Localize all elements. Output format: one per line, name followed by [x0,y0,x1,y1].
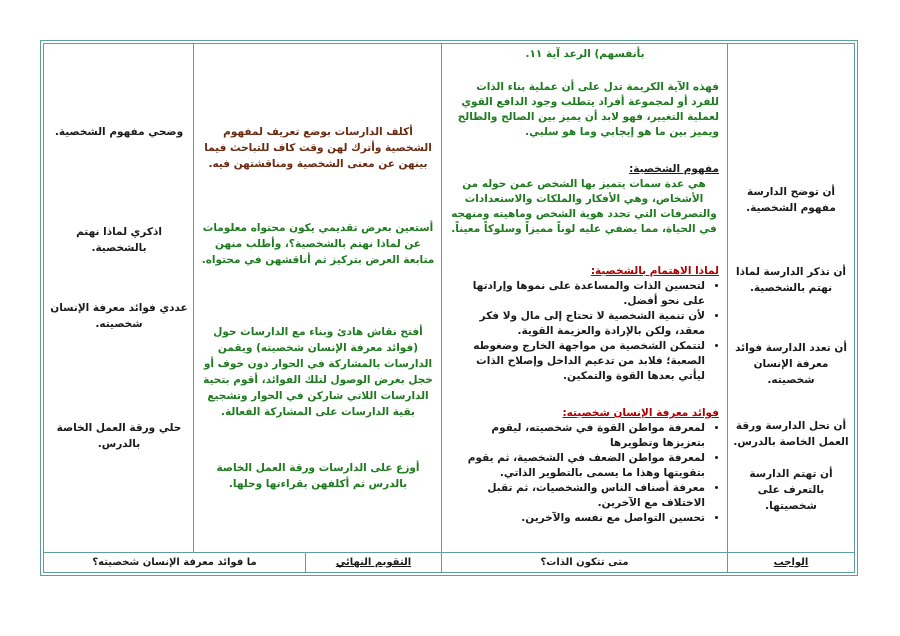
benefit-item: • تحسين التواصل مع نفسه والآخرين. [449,511,705,526]
why-section [449,264,719,384]
benefit-item: • لمعرفة مواطن القوة في شخصيته، ليقوم بتعزيزها وتطويرها [449,421,705,451]
why-item: • لأن تنمية الشخصية لا تحتاج إلى مال ولا فكر معقد، ولكن بالإرادة والعزيمة القوية. [449,309,705,339]
intro-paragraph: فهذه الآية الكريمة تدل على أن عملية بناء الذات للفرد أو لمجموعة أفراد يتطلب وجود الدافع القوي لعملية التغيير، فهو لابد أن يميز بين الصالح والطالح ويميز بين ما هو إيجابي وما هو سلبي. [457,81,719,138]
final-assessment-text: ما فوائد معرفة الإنسان شخصيته؟ [44,553,306,573]
lesson-table [40,40,858,576]
footer-row [44,552,854,573]
benefit-item: • معرفة أصناف الناس والشخصيات، ثم تقبل الاختلاف مع الآخرين. [449,481,705,511]
objectives-column [728,44,854,552]
homework-text: متى تتكون الذات؟ [442,553,728,573]
assessment-item: حلي ورقة العمل الخاصة بالدرس. [56,422,182,450]
benefits-section [449,406,719,526]
concept-section [449,162,719,237]
benefits-title: فوائد معرفة الإنسان شخصيته: [562,407,719,419]
procedures-column [194,44,442,552]
verse-reference: بأنفسهم) الرعد آية ١١. [525,48,645,60]
procedure-item: أكلف الدارسات بوضع تعريف لمفهوم الشخصية وأترك لهن وقت كاف للتباحث فيما بينهن عن معنى الشخصية ومناقشتهن فيه. [204,126,432,170]
assessment-column [44,44,194,552]
procedure-item: أفتح نقاش هادئ وبناء مع الدارسات حول (فوائد معرفة الإنسان شخصيته) ويقمن الدارسات بالمشاركة في الحوار دون خوف أو خجل بغرض الوصول لتلك الفوائد، أقوم بتحية الدارسات اللاتي شاركن في الحوار وتشجيع بقية الدارسات على المشاركة الفعالة. [203,326,433,418]
objective-item: أن تعدد الدارسة فوائد معرفة الإنسان شخصيته. [735,342,847,386]
why-item: • لتتمكن الشخصية من مواجهة الخارج وضغوطه الصعبة؛ فلابد من تدعيم الداخل وإصلاح الذات ليأتي بعدها القوة والتمكين. [449,339,705,384]
procedure-item: أوزع على الدارسات ورقة العمل الخاصة بالدرس ثم أكلفهن بقراءتها وحلها. [216,462,420,490]
concept-title: مفهوم الشخصية: [629,163,719,175]
final-assessment-label: التقويم النهائي [306,553,442,573]
objective-item: أن توضح الدارسة مفهوم الشخصية. [746,186,836,214]
objective-item: أن تهتم الدارسة بالتعرف على شخصيتها. [749,468,833,512]
procedure-item: أستعين بعرض تقديمي يكون محتواه معلومات عن لماذا نهتم بالشخصية؟، وأطلب منهن متابعة العرض بتركيز ثم أناقشهن في محتواه. [201,222,435,266]
why-item: • لتحسين الذات والمساعدة على نموها وإرادتها على نحو أفضل. [449,279,705,309]
assessment-item: اذكري لماذا نهتم بالشخصية. [76,226,162,254]
concept-text: هي عدة سمات يتميز بها الشخص عمن حوله من الأشخاص، وهي الأفكار والملكات والاستعدادات والتصرفات التي تحدد هوية الشخص وماهيته ومنهجه في الحياة، مما يضفي عليه لوناً مميزاً وسلوكاً معيناً. [451,178,717,235]
benefit-item: • لمعرفة مواطن الضعف في الشخصية، ثم يقوم بتقويتها وهذا ما يسمى بالتطوير الذاتي. [449,451,705,481]
objective-item: أن تحل الدارسة ورقة العمل الخاصة بالدرس. [733,420,849,448]
content-column [442,44,728,552]
assessment-item: وضحي مفهوم الشخصية. [54,126,184,138]
assessment-item: عددي فوائد معرفة الإنسان شخصيته. [50,302,188,330]
homework-label: الواجب [773,557,809,568]
why-title: لماذا الاهتمام بالشخصية: [590,265,719,277]
objective-item: أن تذكر الدارسة لماذا نهتم بالشخصية. [735,266,847,294]
